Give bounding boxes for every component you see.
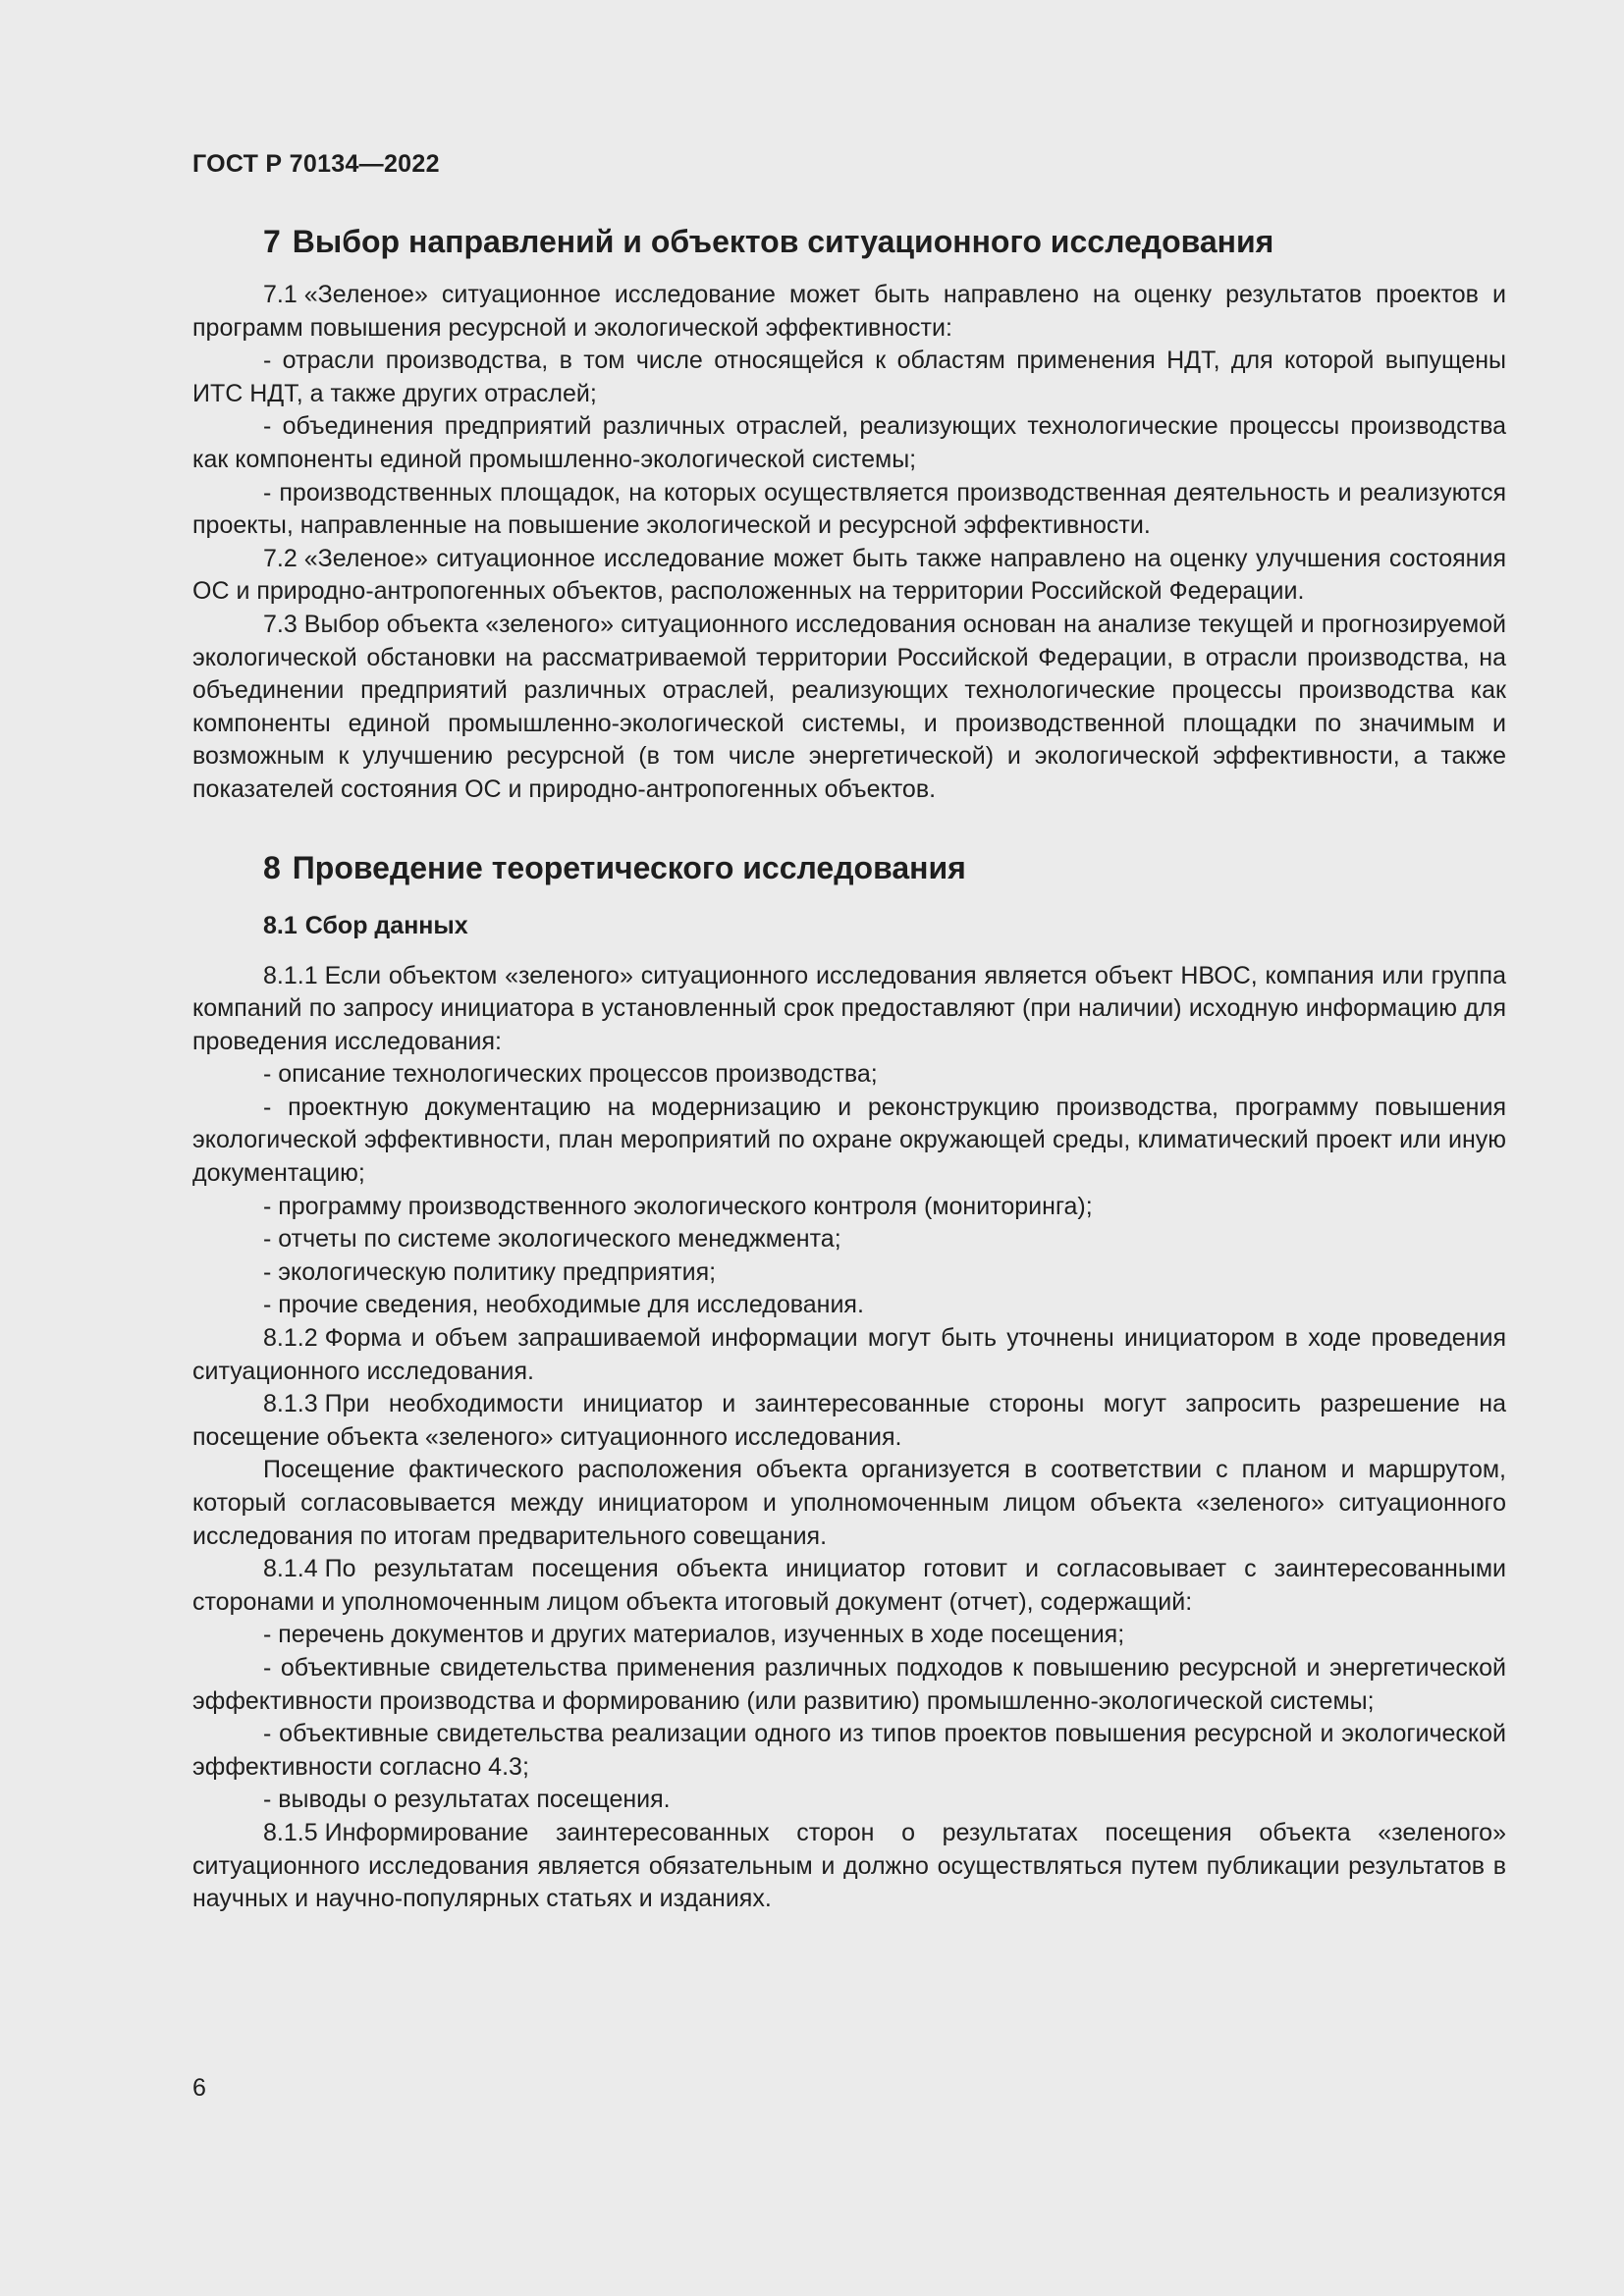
clause-8-1-1-number: 8.1.1 xyxy=(263,961,318,989)
clause-8-1-4 xyxy=(192,1553,1506,1619)
clause-8-1-2-text: Форма и объем запрашиваемой информации могут быть уточнены инициатором в ходе проведения ситуационного исследования. xyxy=(192,1324,1506,1385)
clause-8-1-2 xyxy=(192,1322,1506,1388)
list-item: - перечень документов и других материалов, изученных в ходе посещения; xyxy=(263,1621,1125,1649)
list-item: - выводы о результатах посещения. xyxy=(263,1786,671,1814)
clause-8-1-2-number: 8.1.2 xyxy=(263,1324,318,1353)
clause-7-2-text: «Зеленое» ситуационное исследование может быть также направлено на оценку улучшения состояния ОС и природно-антропогенных объектов, расположенных на территории Российской Федерации. xyxy=(192,544,1506,606)
section-7-heading xyxy=(192,222,1506,261)
page-number: 6 xyxy=(192,2074,206,2102)
clause-8-1-5-text: Информирование заинтересованных сторон о результатах посещения объекта «зеленого» ситуационного исследования является обязательным и должно осуществляться путем публикации результатов в научных и научно-популярных статьях и изданиях. xyxy=(192,1818,1506,1913)
section-7-number: 7 xyxy=(263,224,281,259)
list-item: - отрасли производства, в том числе относящейся к областям применения НДТ, для которой выпущены ИТС НДТ, а также других отраслей; xyxy=(192,347,1506,407)
subsection-8-1-heading xyxy=(192,909,1506,942)
subsection-8-1-number: 8.1 xyxy=(263,911,298,939)
clause-7-1 xyxy=(192,279,1506,345)
list-item: - проектную документацию на модернизацию и реконструкцию производства, программу повышения экологической эффективности, план мероприятий по охране окружающей среды, климатический проект или иную документацию; xyxy=(192,1093,1506,1188)
list-item: - объективные свидетельства реализации одного из типов проектов повышения ресурсной и экологической эффективности согласно 4.3; xyxy=(192,1720,1506,1781)
list-item: - объективные свидетельства применения различных подходов к повышению ресурсной и энергетической эффективности производства и формированию (или развитию) промышленно-экологической системы; xyxy=(192,1653,1506,1715)
section-8-number: 8 xyxy=(263,849,281,885)
clause-7-2-number: 7.2 xyxy=(263,544,298,572)
clause-8-1-5-number: 8.1.5 xyxy=(263,1818,318,1846)
clause-7-3-text: Выбор объекта «зеленого» ситуационного исследования основан на анализе текущей и прогнозируемой экологической обстановки на рассматриваемой территории Российской Федерации, в отрасли производства, на объединении предприятий различных отраслей, реализующих технологические процессы производства как компоненты единой промышленно-экологической системы, и производственной площадки по значимым и возможным к улучшению ресурсной (в том числе энергетической) и экологической эффективности, а также показателей состояния ОС и природно-антропогенных объектов. xyxy=(192,610,1506,803)
clause-7-3-number: 7.3 xyxy=(263,610,298,638)
list-item: - программу производственного экологического контроля (мониторинга); xyxy=(263,1192,1093,1220)
document-code: ГОСТ Р 70134—2022 xyxy=(192,150,440,178)
clause-8-1-1-text: Если объектом «зеленого» ситуационного исследования является объект НВОС, компания или группа компаний по запросу инициатора в установленный срок предоставляют (при наличии) исходную информацию для проведения исследования: xyxy=(192,961,1506,1055)
clause-7-2 xyxy=(192,543,1506,609)
subsection-8-1-title: Сбор данных xyxy=(304,911,468,939)
clause-8-1-3 xyxy=(192,1388,1506,1454)
section-8-title: Проведение теоретического исследования xyxy=(292,849,966,885)
list-item: - отчеты по системе экологического менеджмента; xyxy=(263,1225,841,1254)
list-item: - экологическую политику предприятия; xyxy=(263,1257,717,1286)
clause-8-1-3-continuation: Посещение фактического расположения объекта организуется в соответствии с планом и маршрутом, который согласовывается между инициатором и уполномоченным лицом объекта «зеленого» ситуационного исследования по итогам предварительного совещания. xyxy=(192,1456,1506,1550)
clause-8-1-1 xyxy=(192,960,1506,1059)
clause-8-1-4-number: 8.1.4 xyxy=(263,1555,318,1583)
clause-8-1-4-text: По результатам посещения объекта инициатор готовит и согласовывает с заинтересованными сторонами и уполномоченным лицом объекта итоговый документ (отчет), содержащий: xyxy=(192,1555,1506,1616)
list-item: - описание технологических процессов производства; xyxy=(263,1060,878,1089)
document-page xyxy=(192,137,1506,1916)
section-7-title: Выбор направлений и объектов ситуационного исследования xyxy=(292,224,1274,259)
clause-7-3 xyxy=(192,609,1506,807)
clause-7-1-text: «Зеленое» ситуационное исследование может быть направлено на оценку результатов проектов и программ повышения ресурсной и экологической эффективности: xyxy=(192,281,1506,342)
clause-8-1-3-text: При необходимости инициатор и заинтересованные стороны могут запросить разрешение на посещение объекта «зеленого» ситуационного исследования. xyxy=(192,1390,1506,1451)
clause-8-1-3-number: 8.1.3 xyxy=(263,1390,318,1418)
list-item: - прочие сведения, необходимые для исследования. xyxy=(263,1291,864,1319)
clause-7-1-number: 7.1 xyxy=(263,281,298,308)
clause-8-1-5 xyxy=(192,1817,1506,1916)
list-item: - объединения предприятий различных отраслей, реализующих технологические процессы производства как компоненты единой промышленно-экологической системы; xyxy=(192,412,1506,473)
section-8-heading xyxy=(192,848,1506,887)
list-item: - производственных площадок, на которых осуществляется производственная деятельность и реализуются проекты, направленные на повышение экологической и ресурсной эффективности. xyxy=(192,478,1506,540)
